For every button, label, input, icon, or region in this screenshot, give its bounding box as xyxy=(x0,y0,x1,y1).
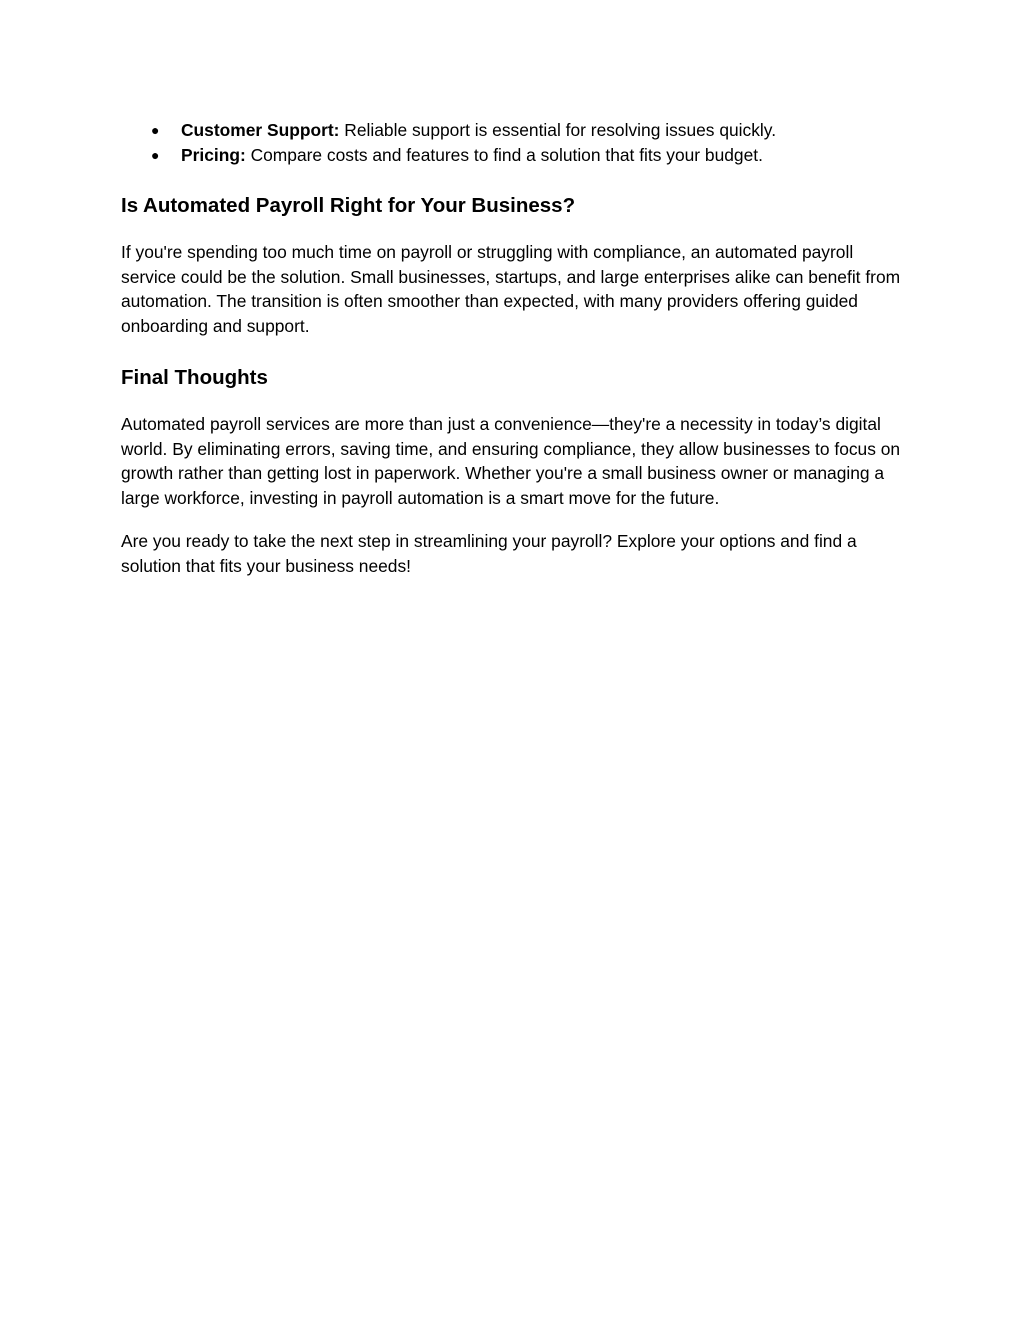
section-paragraph: If you're spending too much time on payroll or struggling with compliance, an automated payroll service could be the solution. Small businesses, startups, and large enterprises alike can benefit from automation. The transition is often smoother than expected, with many providers offering guided onboarding and support. xyxy=(121,242,901,336)
section-heading-final-thoughts: Final Thoughts xyxy=(121,366,268,389)
bullet-icon: ● xyxy=(151,122,160,138)
bullet-label: Customer Support: xyxy=(181,120,340,140)
bullet-text: Compare costs and features to find a solution that fits your budget. xyxy=(245,144,763,165)
document-page xyxy=(121,118,911,578)
bullet-icon: ● xyxy=(151,146,160,163)
considerations-list xyxy=(121,118,911,167)
section-paragraph: Are you ready to take the next step in streamlining your payroll? Explore your options and find a solution that fits your business needs! xyxy=(121,531,857,576)
bullet-text: Reliable support is essential for resolving issues quickly. xyxy=(339,120,777,140)
list-item xyxy=(121,118,911,143)
bullet-label: Pricing: xyxy=(181,144,246,165)
section-heading-payroll-fit: Is Automated Payroll Right for Your Business? xyxy=(121,194,576,217)
list-item xyxy=(121,143,911,168)
section-paragraph: Automated payroll services are more than just a convenience—they're a necessity in today’s digital world. By eliminating errors, saving time, and ensuring compliance, they allow businesses to focus on growth rather than getting lost in paperwork. Whether you're a small business owner or managing a large workforce, investing in payroll automation is a smart move for the future. xyxy=(121,414,901,508)
